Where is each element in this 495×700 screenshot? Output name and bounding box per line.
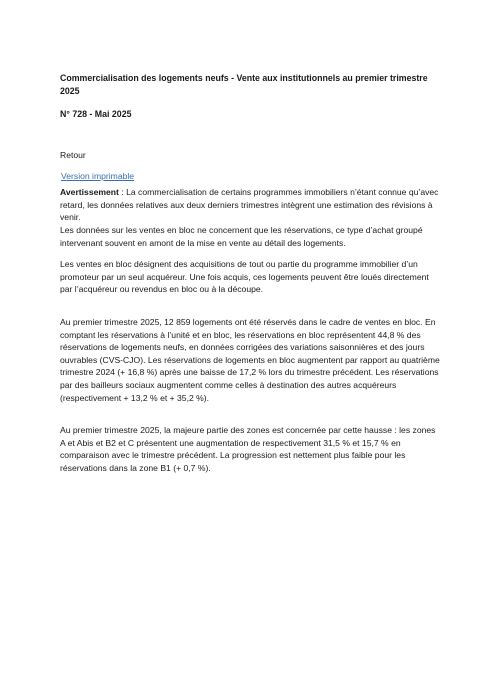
warning-label: Avertissement bbox=[60, 187, 119, 198]
warning-text: : La commercialisation de certains programmes immobiliers n’étant connue qu’avec retard, les données relatives aux deux derniers trimestres intègrent une estimation des révisions à venir. bbox=[60, 187, 439, 223]
back-link[interactable]: Retour bbox=[60, 150, 86, 160]
q1-results-paragraph: Au premier trimestre 2025, 12 859 logements ont été réservés dans le cadre de ventes en bloc. En comptant les réservations à l’unité et en bloc, les réservations en bloc représentent 44,8 % des réservations de logements neufs, en données corrigées des variations saisonnières et des jours ouvrables (CVS-CJO). Les réservations de logements en bloc augmentent par rapport au quatrième trimestre 2024 (+ 16,8 %) après une baisse de 17,2 % lors du trimestre précédent. Les réservations par des bailleurs sociaux augmentent comme celles à destination des autres acquéreurs (respectivement + 13,2 % et + 35,2 %). bbox=[60, 316, 440, 403]
issue-number: N° 728 - Mai 2025 bbox=[60, 109, 132, 119]
document-title: Commercialisation des logements neufs - Vente aux institutionnels au premier trimestre 2025 bbox=[60, 73, 428, 96]
warning-paragraph-2: Les données sur les ventes en bloc ne concernent que les réservations, ce type d’achat groupé intervenant souvent en amont de la mise en vente au détail des logements. bbox=[60, 224, 423, 248]
warning-paragraph bbox=[60, 186, 440, 224]
printable-version-link[interactable]: Version imprimable bbox=[61, 170, 135, 181]
document-page bbox=[60, 72, 440, 474]
zones-paragraph: Au premier trimestre 2025, la majeure partie des zones est concernée par cette hausse : les zones A et Abis et B2 et C présentent une augmentation de respectivement 31,5 % et 15,7 % en comparaison avec le trimestre précédent. La progression est nettement plus faible pour les réservations dans la zone B1 (+ 0,7 %). bbox=[60, 425, 436, 473]
definition-paragraph: Les ventes en bloc désignent des acquisitions de tout ou partie du programme immobilier d’un promoteur par un seul acquéreur. Une fois acquis, ces logements peuvent être loués directement par l’acquéreur ou revendus en bloc ou à la découpe. bbox=[60, 259, 429, 295]
